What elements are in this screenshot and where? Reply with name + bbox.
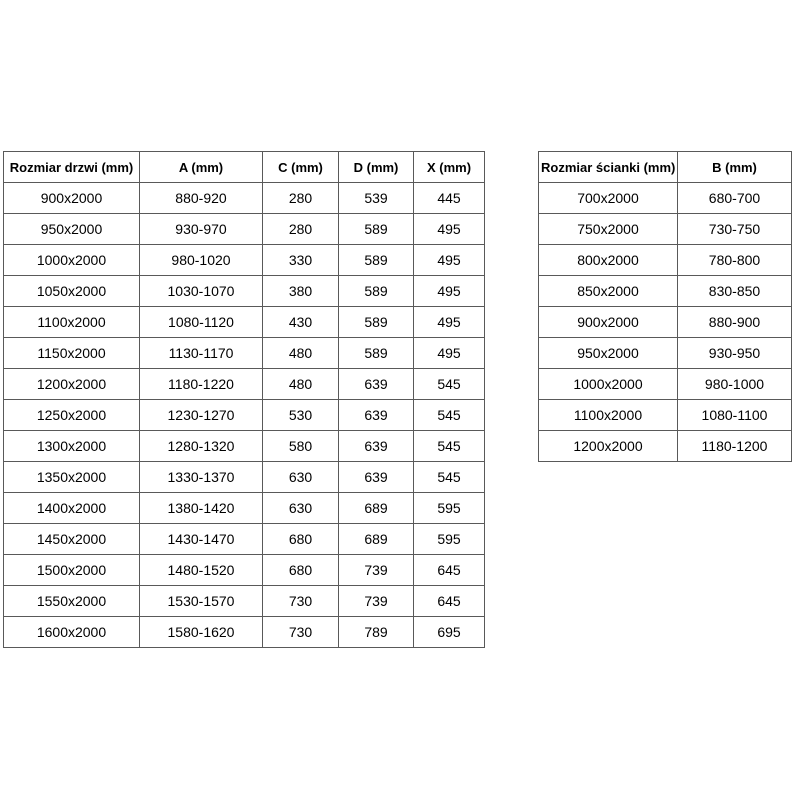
table-cell: 1450x2000 <box>4 524 140 555</box>
table-cell: 1100x2000 <box>539 400 678 431</box>
table-cell: 1350x2000 <box>4 462 140 493</box>
table-row <box>4 400 485 431</box>
table-cell: 800x2000 <box>539 245 678 276</box>
table-cell: 930-970 <box>140 214 263 245</box>
table-cell: 1180-1220 <box>140 369 263 400</box>
table-cell: 595 <box>414 524 485 555</box>
table-cell: 700x2000 <box>539 183 678 214</box>
column-header: C (mm) <box>263 152 339 183</box>
table-cell: 930-950 <box>678 338 792 369</box>
table-row <box>539 276 792 307</box>
table-cell: 1030-1070 <box>140 276 263 307</box>
table-cell: 589 <box>339 338 414 369</box>
table-row <box>4 338 485 369</box>
table-cell: 645 <box>414 586 485 617</box>
table-row <box>4 555 485 586</box>
table-cell: 1250x2000 <box>4 400 140 431</box>
table-row <box>539 183 792 214</box>
table-cell: 950x2000 <box>539 338 678 369</box>
table-cell: 789 <box>339 617 414 648</box>
table-cell: 1230-1270 <box>140 400 263 431</box>
table-cell: 730 <box>263 586 339 617</box>
table-cell: 1180-1200 <box>678 431 792 462</box>
table-row <box>4 307 485 338</box>
table-cell: 1130-1170 <box>140 338 263 369</box>
table-cell: 900x2000 <box>539 307 678 338</box>
table-cell: 980-1020 <box>140 245 263 276</box>
table-row <box>4 524 485 555</box>
table-row <box>4 214 485 245</box>
table-cell: 630 <box>263 493 339 524</box>
column-header: D (mm) <box>339 152 414 183</box>
table-cell: 1530-1570 <box>140 586 263 617</box>
table-cell: 880-920 <box>140 183 263 214</box>
column-header: Rozmiar drzwi (mm) <box>4 152 140 183</box>
table-cell: 1080-1100 <box>678 400 792 431</box>
table-cell: 1080-1120 <box>140 307 263 338</box>
table-cell: 1400x2000 <box>4 493 140 524</box>
table-cell: 545 <box>414 400 485 431</box>
header-row <box>539 152 792 183</box>
table-cell: 1100x2000 <box>4 307 140 338</box>
table-row <box>539 431 792 462</box>
table-cell: 589 <box>339 214 414 245</box>
table-cell: 539 <box>339 183 414 214</box>
column-header: A (mm) <box>140 152 263 183</box>
table-cell: 639 <box>339 431 414 462</box>
table-row <box>539 307 792 338</box>
table-row <box>4 586 485 617</box>
table-cell: 780-800 <box>678 245 792 276</box>
table-cell: 689 <box>339 524 414 555</box>
table-cell: 530 <box>263 400 339 431</box>
table-row <box>4 245 485 276</box>
table-row <box>4 431 485 462</box>
table-cell: 739 <box>339 555 414 586</box>
table-cell: 545 <box>414 431 485 462</box>
table-cell: 645 <box>414 555 485 586</box>
table-cell: 280 <box>263 214 339 245</box>
table-cell: 480 <box>263 369 339 400</box>
table-cell: 1300x2000 <box>4 431 140 462</box>
table-cell: 1200x2000 <box>539 431 678 462</box>
header-row <box>4 152 485 183</box>
table-row <box>4 369 485 400</box>
column-header: X (mm) <box>414 152 485 183</box>
table-cell: 280 <box>263 183 339 214</box>
table-cell: 1330-1370 <box>140 462 263 493</box>
table-cell: 495 <box>414 214 485 245</box>
table-cell: 480 <box>263 338 339 369</box>
table-cell: 430 <box>263 307 339 338</box>
table-cell: 750x2000 <box>539 214 678 245</box>
table-cell: 1600x2000 <box>4 617 140 648</box>
table-cell: 1000x2000 <box>539 369 678 400</box>
table-cell: 830-850 <box>678 276 792 307</box>
table-cell: 1480-1520 <box>140 555 263 586</box>
table-cell: 630 <box>263 462 339 493</box>
table-cell: 639 <box>339 369 414 400</box>
table-cell: 495 <box>414 307 485 338</box>
table-cell: 639 <box>339 462 414 493</box>
table-cell: 589 <box>339 276 414 307</box>
door-size-table <box>3 151 485 648</box>
table-row <box>539 400 792 431</box>
table-cell: 880-900 <box>678 307 792 338</box>
table-row <box>4 493 485 524</box>
table-cell: 730-750 <box>678 214 792 245</box>
table-cell: 589 <box>339 307 414 338</box>
table-cell: 330 <box>263 245 339 276</box>
table-cell: 495 <box>414 338 485 369</box>
table-cell: 1280-1320 <box>140 431 263 462</box>
table-cell: 380 <box>263 276 339 307</box>
table-cell: 689 <box>339 493 414 524</box>
table-cell: 1200x2000 <box>4 369 140 400</box>
table-cell: 739 <box>339 586 414 617</box>
table-cell: 850x2000 <box>539 276 678 307</box>
table-row <box>4 183 485 214</box>
table-cell: 730 <box>263 617 339 648</box>
table-cell: 1050x2000 <box>4 276 140 307</box>
table-cell: 695 <box>414 617 485 648</box>
table-cell: 1000x2000 <box>4 245 140 276</box>
table-cell: 495 <box>414 276 485 307</box>
table-cell: 900x2000 <box>4 183 140 214</box>
table-row <box>4 276 485 307</box>
table-row <box>539 369 792 400</box>
table-cell: 545 <box>414 462 485 493</box>
table-cell: 980-1000 <box>678 369 792 400</box>
table-cell: 680-700 <box>678 183 792 214</box>
table-row <box>539 338 792 369</box>
table-row <box>539 214 792 245</box>
table-cell: 680 <box>263 524 339 555</box>
table-cell: 545 <box>414 369 485 400</box>
table-cell: 580 <box>263 431 339 462</box>
wall-size-table <box>538 151 792 462</box>
table-cell: 950x2000 <box>4 214 140 245</box>
column-header: B (mm) <box>678 152 792 183</box>
table-cell: 1150x2000 <box>4 338 140 369</box>
table-row <box>4 617 485 648</box>
table-cell: 595 <box>414 493 485 524</box>
table-row <box>4 462 485 493</box>
column-header: Rozmiar ścianki (mm) <box>539 152 678 183</box>
table-row <box>539 245 792 276</box>
table-cell: 1430-1470 <box>140 524 263 555</box>
table-cell: 495 <box>414 245 485 276</box>
table-cell: 639 <box>339 400 414 431</box>
table-cell: 1380-1420 <box>140 493 263 524</box>
table-cell: 1550x2000 <box>4 586 140 617</box>
table-cell: 1580-1620 <box>140 617 263 648</box>
table-cell: 680 <box>263 555 339 586</box>
table-cell: 589 <box>339 245 414 276</box>
table-cell: 1500x2000 <box>4 555 140 586</box>
table-cell: 445 <box>414 183 485 214</box>
